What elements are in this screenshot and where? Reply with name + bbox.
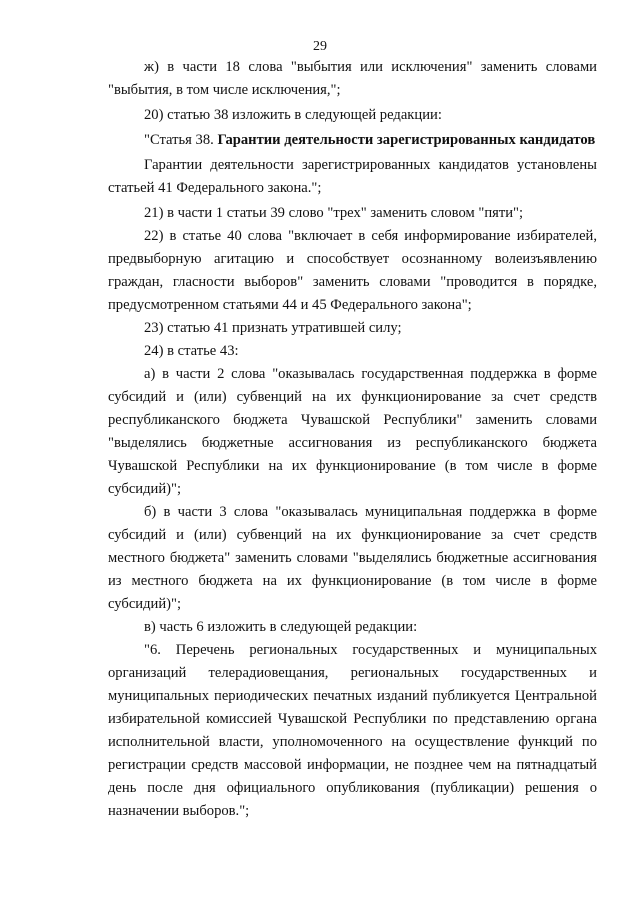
article-38-title: Гарантии деятельности зарегистрированных кандидатов <box>217 132 596 148</box>
paragraph-item-24a: а) в части 2 слова "оказывалась государственная поддержка в форме субсидий и (или) субвенций на их функционирование за счет средств республиканского бюджета Чувашской Республики" заменить словами "выделялись бюджетные ассигнования из республиканского бюджета Чувашской Республики на их функционирование (в том числе в форме субсидий)"; <box>108 366 597 497</box>
paragraph-item-24b: б) в части 3 слова "оказывалась муниципальная поддержка в форме субсидий и (или) субвенций на их функционирование за счет средств местного бюджета" заменить словами "выделялись бюджетные ассигнования из местного бюджета на их функционирование (в том числе в форме субсидий)"; <box>108 504 597 612</box>
paragraph-item-22: 22) в статье 40 слова "включает в себя информирование избирателей, предвыборную агитацию и способствует осознанному волеизъявлению граждан, гласности выборов" заменить словами "проводится в порядке, предусмотренном статьями 44 и 45 Федерального закона"; <box>108 228 597 313</box>
paragraph-item-24: 24) в статье 43: <box>144 343 239 359</box>
paragraph-article-38-text: Гарантии деятельности зарегистрированных кандидатов установлены статьей 41 Федерального закона."; <box>108 157 597 196</box>
article-38-prefix: "Статья 38. <box>144 132 214 148</box>
paragraph-item-23: 23) статью 41 признать утратившей силу; <box>144 320 402 336</box>
paragraph-item-20: 20) статью 38 изложить в следующей редакции: <box>144 107 442 123</box>
paragraph-item-21: 21) в части 1 статьи 39 слово "трех" заменить словом "пяти"; <box>144 205 524 221</box>
paragraph-zh: ж) в части 18 слова "выбытия или исключения" заменить словами "выбытия, в том числе исключения,"; <box>108 59 597 98</box>
paragraph-item-24v: в) часть 6 изложить в следующей редакции: <box>144 619 418 635</box>
document-body <box>108 56 597 823</box>
paragraph-part-6-text: "6. Перечень региональных государственных и муниципальных организаций телерадиовещания, региональных государственных и муниципальных периодических печатных изданий публикуется Центральной избирательной комиссией Чувашской Республики по представлению органа исполнительной власти, уполномоченного на осуществление функций по регистрации средств массовой информации, не позднее чем на пятнадцатый день после дня официального опубликования (публикации) решения о назначении выборов."; <box>108 642 597 819</box>
article-38-heading <box>108 129 597 152</box>
page-number: 29 <box>313 39 327 54</box>
